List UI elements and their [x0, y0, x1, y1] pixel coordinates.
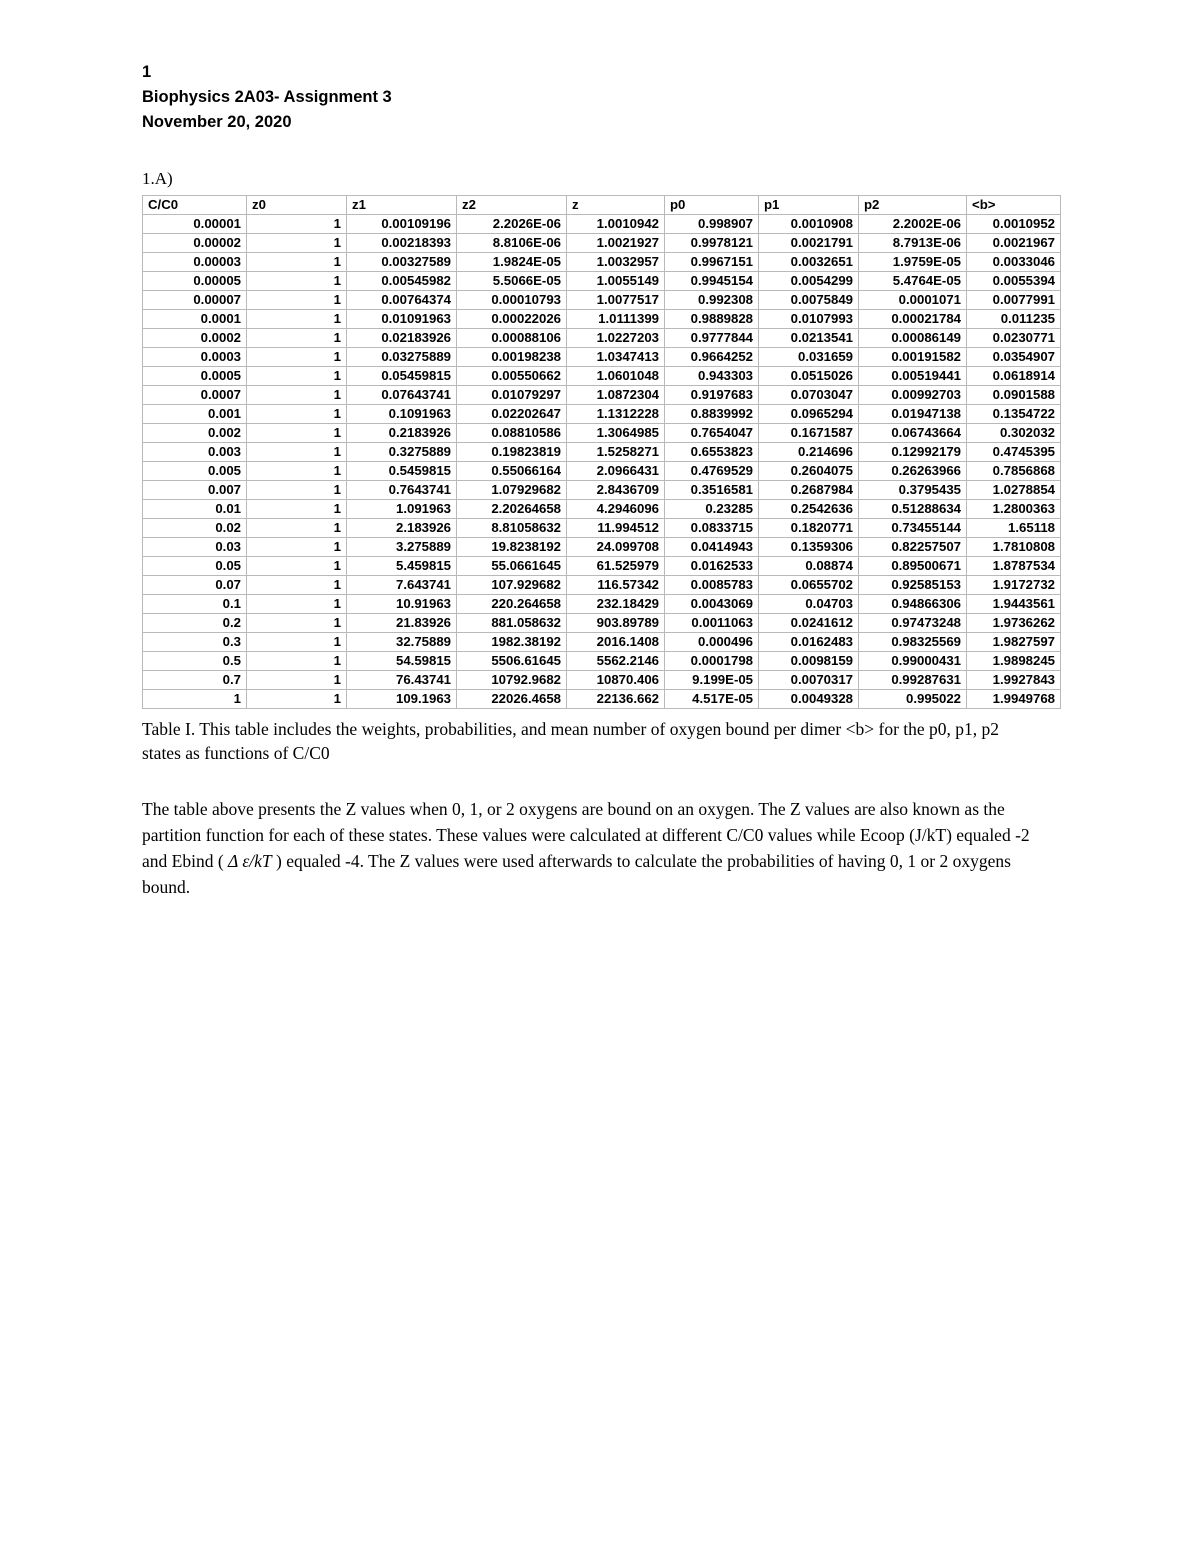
table-cell: 1.091963	[347, 500, 457, 519]
table-cell: 0.0055394	[967, 272, 1061, 291]
table-cell: 1	[247, 367, 347, 386]
table-cell: 5.4764E-05	[859, 272, 967, 291]
table-cell: 4.2946096	[567, 500, 665, 519]
table-cell: 0.00764374	[347, 291, 457, 310]
table-cell: 0.7	[143, 671, 247, 690]
table-cell: 1	[247, 348, 347, 367]
table-row	[143, 291, 1061, 310]
table-cell: 0.00198238	[457, 348, 567, 367]
body-paragraph	[142, 796, 1042, 901]
table-cell: 1	[143, 690, 247, 709]
paragraph-part-one: The table above presents the Z values when 0, 1, or 2 oxygens are bound on an oxygen. The Z values are also known as the partition function for each of these states. These values were calculated at different C/C0 values while Ecoop (J/kT) equaled -2 and Ebind (	[142, 798, 1030, 872]
results-table	[142, 195, 1061, 709]
table-cell: 1	[247, 291, 347, 310]
table-cell: 107.929682	[457, 576, 567, 595]
table-cell: 0.031659	[759, 348, 859, 367]
table-cell: 0.6553823	[665, 443, 759, 462]
table-cell: 1.0010942	[567, 215, 665, 234]
table-cell: 0.0075849	[759, 291, 859, 310]
table-cell: 1.0347413	[567, 348, 665, 367]
table-cell: 0.9197683	[665, 386, 759, 405]
table-cell: 1	[247, 557, 347, 576]
table-cell: 0.01079297	[457, 386, 567, 405]
table-cell: 0.97473248	[859, 614, 967, 633]
table-cell: 0.00002	[143, 234, 247, 253]
table-cell: 1.07929682	[457, 481, 567, 500]
table-row	[143, 633, 1061, 652]
column-header: z2	[457, 196, 567, 215]
table-row	[143, 538, 1061, 557]
table-cell: 1.9172732	[967, 576, 1061, 595]
table-row	[143, 576, 1061, 595]
column-header: p0	[665, 196, 759, 215]
table-cell: 0.9664252	[665, 348, 759, 367]
table-cell: 0.0021791	[759, 234, 859, 253]
table-cell: 10870.406	[567, 671, 665, 690]
table-cell: 0.0241612	[759, 614, 859, 633]
table-row	[143, 386, 1061, 405]
table-cell: 0.0002	[143, 329, 247, 348]
table-cell: 0.03	[143, 538, 247, 557]
table-cell: 1.9443561	[967, 595, 1061, 614]
table-cell: 24.099708	[567, 538, 665, 557]
table-cell: 0.2542636	[759, 500, 859, 519]
table-cell: 54.59815	[347, 652, 457, 671]
table-cell: 0.99287631	[859, 671, 967, 690]
table-cell: 0.01	[143, 500, 247, 519]
table-cell: 0.99000431	[859, 652, 967, 671]
table-cell: 1.0872304	[567, 386, 665, 405]
table-cell: 1	[247, 519, 347, 538]
table-cell: 0.003	[143, 443, 247, 462]
table-row	[143, 557, 1061, 576]
table-cell: 2.8436709	[567, 481, 665, 500]
document-header	[142, 60, 1060, 135]
table-cell: 0.9889828	[665, 310, 759, 329]
table-row	[143, 215, 1061, 234]
table-cell: 1	[247, 614, 347, 633]
table-cell: 1	[247, 329, 347, 348]
table-cell: 0.07643741	[347, 386, 457, 405]
table-body	[143, 215, 1061, 709]
table-cell: 881.058632	[457, 614, 567, 633]
table-cell: 0.7856868	[967, 462, 1061, 481]
table-cell: 1982.38192	[457, 633, 567, 652]
table-cell: 0.3795435	[859, 481, 967, 500]
table-cell: 0.0414943	[665, 538, 759, 557]
table-cell: 220.264658	[457, 595, 567, 614]
table-cell: 3.275889	[347, 538, 457, 557]
table-row	[143, 272, 1061, 291]
table-cell: 1	[247, 215, 347, 234]
table-cell: 0.0833715	[665, 519, 759, 538]
table-cell: 1.0278854	[967, 481, 1061, 500]
table-cell: 1.0601048	[567, 367, 665, 386]
table-cell: 0.00003	[143, 253, 247, 272]
column-header: z0	[247, 196, 347, 215]
table-cell: 0.05	[143, 557, 247, 576]
table-cell: 0.03275889	[347, 348, 457, 367]
table-cell: 21.83926	[347, 614, 457, 633]
page-number: 1	[142, 63, 152, 81]
table-row	[143, 424, 1061, 443]
table-cell: 0.0162483	[759, 633, 859, 652]
table-cell: 1	[247, 690, 347, 709]
column-header: C/C0	[143, 196, 247, 215]
table-cell: 232.18429	[567, 595, 665, 614]
table-cell: 19.8238192	[457, 538, 567, 557]
table-cell: 0.9777844	[665, 329, 759, 348]
table-cell: 32.75889	[347, 633, 457, 652]
table-cell: 1	[247, 310, 347, 329]
table-cell: 0.7643741	[347, 481, 457, 500]
table-cell: 109.1963	[347, 690, 457, 709]
table-header-row	[143, 196, 1061, 215]
table-cell: 0.4745395	[967, 443, 1061, 462]
table-cell: 0.0054299	[759, 272, 859, 291]
table-cell: 1.9759E-05	[859, 253, 967, 272]
table-cell: 9.199E-05	[665, 671, 759, 690]
table-cell: 0.1091963	[347, 405, 457, 424]
table-cell: 0.0213541	[759, 329, 859, 348]
table-cell: 5.5066E-05	[457, 272, 567, 291]
table-cell: 1.7810808	[967, 538, 1061, 557]
table-cell: 0.98325569	[859, 633, 967, 652]
table-cell: 1.9736262	[967, 614, 1061, 633]
table-cell: 2016.1408	[567, 633, 665, 652]
table-cell: 1.9898245	[967, 652, 1061, 671]
table-cell: 0.0003	[143, 348, 247, 367]
table-cell: 0.0618914	[967, 367, 1061, 386]
table-cell: 0.89500671	[859, 557, 967, 576]
table-cell: 116.57342	[567, 576, 665, 595]
table-cell: 0.19823819	[457, 443, 567, 462]
table-cell: 0.0021967	[967, 234, 1061, 253]
question-label: 1.A)	[142, 169, 173, 189]
table-header	[143, 196, 1061, 215]
table-cell: 2.0966431	[567, 462, 665, 481]
table-cell: 0.1354722	[967, 405, 1061, 424]
table-cell: 0.00191582	[859, 348, 967, 367]
table-cell: 22136.662	[567, 690, 665, 709]
table-cell: 1.2800363	[967, 500, 1061, 519]
table-cell: 0.06743664	[859, 424, 967, 443]
table-cell: 0.0043069	[665, 595, 759, 614]
assignment-date: November 20, 2020	[142, 113, 292, 132]
table-cell: 5.459815	[347, 557, 457, 576]
table-cell: 0.2183926	[347, 424, 457, 443]
table-cell: 0.0162533	[665, 557, 759, 576]
table-cell: 0.01947138	[859, 405, 967, 424]
table-cell: 0.00021784	[859, 310, 967, 329]
table-cell: 1	[247, 500, 347, 519]
table-cell: 0.0001798	[665, 652, 759, 671]
table-cell: 0.9945154	[665, 272, 759, 291]
table-cell: 2.20264658	[457, 500, 567, 519]
table-cell: 0.995022	[859, 690, 967, 709]
table-cell: 0.0655702	[759, 576, 859, 595]
table-cell: 0.00550662	[457, 367, 567, 386]
table-cell: 10792.9682	[457, 671, 567, 690]
table-cell: 1.0077517	[567, 291, 665, 310]
table-cell: 0.0230771	[967, 329, 1061, 348]
table-cell: 1	[247, 595, 347, 614]
table-cell: 903.89789	[567, 614, 665, 633]
table-cell: 1	[247, 405, 347, 424]
table-cell: 1.0111399	[567, 310, 665, 329]
table-cell: 1.5258271	[567, 443, 665, 462]
table-cell: 0.2	[143, 614, 247, 633]
table-cell: 0.00992703	[859, 386, 967, 405]
table-cell: 7.643741	[347, 576, 457, 595]
table-row	[143, 253, 1061, 272]
table-cell: 0.00005	[143, 272, 247, 291]
table-cell: 0.08874	[759, 557, 859, 576]
table-cell: 1	[247, 633, 347, 652]
table-cell: 1.8787534	[967, 557, 1061, 576]
table-cell: 0.55066164	[457, 462, 567, 481]
table-cell: 0.998907	[665, 215, 759, 234]
table-cell: 0.02	[143, 519, 247, 538]
table-row	[143, 405, 1061, 424]
table-cell: 11.994512	[567, 519, 665, 538]
table-cell: 0.4769529	[665, 462, 759, 481]
table-cell: 0.0010952	[967, 215, 1061, 234]
table-cell: 2.2002E-06	[859, 215, 967, 234]
table-cell: 0.04703	[759, 595, 859, 614]
table-row	[143, 671, 1061, 690]
table-cell: 0.8839992	[665, 405, 759, 424]
table-cell: 0.011235	[967, 310, 1061, 329]
table-cell: 0.26263966	[859, 462, 967, 481]
table-cell: 0.51288634	[859, 500, 967, 519]
table-cell: 0.12992179	[859, 443, 967, 462]
table-cell: 0.214696	[759, 443, 859, 462]
paragraph-part-two: ) equaled -4. The Z values were used afterwards to calculate the probabilities of having 0, 1 or 2 oxygens bound.	[142, 851, 1011, 898]
table-cell: 1	[247, 462, 347, 481]
assignment-title: Biophysics 2A03- Assignment 3	[142, 88, 392, 107]
table-cell: 0.0001	[143, 310, 247, 329]
table-cell: 1	[247, 386, 347, 405]
table-cell: 8.81058632	[457, 519, 567, 538]
table-cell: 0.943303	[665, 367, 759, 386]
table-row	[143, 614, 1061, 633]
column-header: p2	[859, 196, 967, 215]
column-header: p1	[759, 196, 859, 215]
table-cell: 0.00007	[143, 291, 247, 310]
table-row	[143, 234, 1061, 253]
table-cell: 0.02183926	[347, 329, 457, 348]
table-cell: 0.1359306	[759, 538, 859, 557]
table-cell: 0.0049328	[759, 690, 859, 709]
table-row	[143, 443, 1061, 462]
table-cell: 2.183926	[347, 519, 457, 538]
table-row	[143, 652, 1061, 671]
table-cell: 0.0011063	[665, 614, 759, 633]
table-cell: 0.0515026	[759, 367, 859, 386]
column-header: <b>	[967, 196, 1061, 215]
table-cell: 0.00086149	[859, 329, 967, 348]
table-cell: 22026.4658	[457, 690, 567, 709]
table-cell: 1.1312228	[567, 405, 665, 424]
table-cell: 61.525979	[567, 557, 665, 576]
table-cell: 0.9978121	[665, 234, 759, 253]
table-cell: 0.0005	[143, 367, 247, 386]
table-row	[143, 595, 1061, 614]
table-cell: 1.0227203	[567, 329, 665, 348]
table-cell: 76.43741	[347, 671, 457, 690]
table-cell: 55.0661645	[457, 557, 567, 576]
table-row	[143, 690, 1061, 709]
table-cell: 5506.61645	[457, 652, 567, 671]
table-cell: 0.302032	[967, 424, 1061, 443]
table-row	[143, 367, 1061, 386]
table-cell: 0.5459815	[347, 462, 457, 481]
table-cell: 0.3516581	[665, 481, 759, 500]
table-cell: 0.0032651	[759, 253, 859, 272]
table-cell: 1	[247, 424, 347, 443]
table-cell: 0.2604075	[759, 462, 859, 481]
table-cell: 0.05459815	[347, 367, 457, 386]
table-cell: 1.0055149	[567, 272, 665, 291]
table-cell: 0.0033046	[967, 253, 1061, 272]
table-cell: 1	[247, 576, 347, 595]
table-cell: 0.3275889	[347, 443, 457, 462]
table-cell: 1	[247, 253, 347, 272]
table-cell: 0.00327589	[347, 253, 457, 272]
table-cell: 0.0098159	[759, 652, 859, 671]
table-cell: 1.9827597	[967, 633, 1061, 652]
table-row	[143, 519, 1061, 538]
table-cell: 0.00022026	[457, 310, 567, 329]
table-cell: 4.517E-05	[665, 690, 759, 709]
table-cell: 0.0901588	[967, 386, 1061, 405]
table-cell: 0.92585153	[859, 576, 967, 595]
table-cell: 10.91963	[347, 595, 457, 614]
table-cell: 0.00109196	[347, 215, 457, 234]
table-cell: 0.02202647	[457, 405, 567, 424]
table-cell: 0.7654047	[665, 424, 759, 443]
table-cell: 1	[247, 481, 347, 500]
table-cell: 5562.2146	[567, 652, 665, 671]
table-cell: 0.82257507	[859, 538, 967, 557]
table-cell: 0.1	[143, 595, 247, 614]
table-cell: 1	[247, 443, 347, 462]
delta-epsilon-symbol: Δ ε/kT	[228, 851, 272, 872]
table-row	[143, 329, 1061, 348]
table-row	[143, 462, 1061, 481]
table-cell: 1.9949768	[967, 690, 1061, 709]
table-cell: 0.0085783	[665, 576, 759, 595]
table-cell: 0.0001071	[859, 291, 967, 310]
table-cell: 0.5	[143, 652, 247, 671]
table-cell: 0.0007	[143, 386, 247, 405]
table-cell: 0.00519441	[859, 367, 967, 386]
table-caption: Table I. This table includes the weights, probabilities, and mean number of oxygen bound per dimer <b> for the p0, p1, p2 states as functions of C/C0	[142, 719, 1000, 764]
table-row	[143, 348, 1061, 367]
table-cell: 0.0354907	[967, 348, 1061, 367]
table-cell: 0.23285	[665, 500, 759, 519]
table-cell: 0.73455144	[859, 519, 967, 538]
table-cell: 0.2687984	[759, 481, 859, 500]
table-cell: 1	[247, 272, 347, 291]
table-cell: 1	[247, 671, 347, 690]
table-row	[143, 500, 1061, 519]
table-cell: 0.00088106	[457, 329, 567, 348]
table-row	[143, 310, 1061, 329]
table-cell: 1	[247, 234, 347, 253]
table-cell: 1	[247, 538, 347, 557]
table-cell: 0.0070317	[759, 671, 859, 690]
table-cell: 8.7913E-06	[859, 234, 967, 253]
table-cell: 0.07	[143, 576, 247, 595]
table-cell: 1	[247, 652, 347, 671]
table-cell: 0.00545982	[347, 272, 457, 291]
table-cell: 0.1820771	[759, 519, 859, 538]
table-cell: 0.0965294	[759, 405, 859, 424]
table-cell: 0.992308	[665, 291, 759, 310]
table-cell: 1.0032957	[567, 253, 665, 272]
table-cell: 0.1671587	[759, 424, 859, 443]
table-cell: 0.0010908	[759, 215, 859, 234]
table-cell: 0.08810586	[457, 424, 567, 443]
table-cell: 1.9927843	[967, 671, 1061, 690]
table-cell: 1.0021927	[567, 234, 665, 253]
table-cell: 0.0703047	[759, 386, 859, 405]
table-row	[143, 481, 1061, 500]
table-cell: 0.00218393	[347, 234, 457, 253]
column-header: z1	[347, 196, 457, 215]
table-cell: 8.8106E-06	[457, 234, 567, 253]
table-cell: 0.007	[143, 481, 247, 500]
table-cell: 0.9967151	[665, 253, 759, 272]
table-cell: 0.002	[143, 424, 247, 443]
table-cell: 0.3	[143, 633, 247, 652]
column-header: z	[567, 196, 665, 215]
table-cell: 0.00001	[143, 215, 247, 234]
table-cell: 2.2026E-06	[457, 215, 567, 234]
table-cell: 0.0107993	[759, 310, 859, 329]
table-cell: 0.0077991	[967, 291, 1061, 310]
table-cell: 1.9824E-05	[457, 253, 567, 272]
table-cell: 0.001	[143, 405, 247, 424]
table-cell: 1.65118	[967, 519, 1061, 538]
table-cell: 0.01091963	[347, 310, 457, 329]
table-cell: 1.3064985	[567, 424, 665, 443]
table-cell: 0.005	[143, 462, 247, 481]
table-cell: 0.00010793	[457, 291, 567, 310]
table-cell: 0.94866306	[859, 595, 967, 614]
table-cell: 0.000496	[665, 633, 759, 652]
